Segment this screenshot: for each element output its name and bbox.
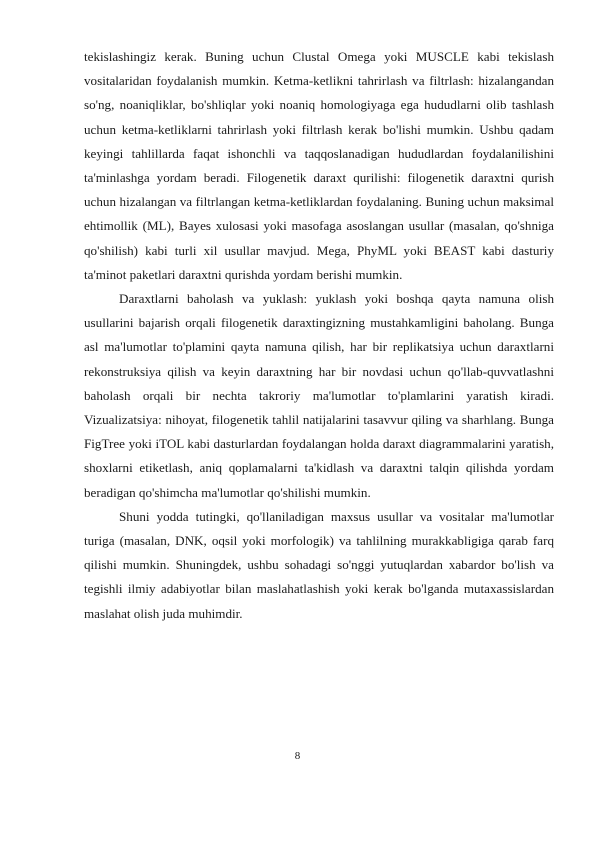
paragraph-2: Daraxtlarni baholash va yuklash: yuklash yoki boshqa qayta namuna olish usullarini bajarish orqali filogenetik daraxtingizning mustahkamligini baholang. Bunga asl ma'lumotlar to'plamini qayta namuna qilish, har bir replikatsiya uchun daraxtlarni rekonstruksiya qilish va keyin daraxtning har bir novdasi uchun qo'llab-quvvatlashni baholash orqali bir nechta takroriy ma'lumotlar to'plamlarini yaratish kiradi. Vizualizatsiya: nihoyat, filogenetik tahlil natijalarini tasavvur qiling va sharhlang. Bunga FigTree yoki iTOL kabi dasturlardan foydalangan holda daraxt diagrammalarini yaratish, shoxlarni etiketlash, aniq qoplamalarni ta'kidlash va daraxtni talqin qilishda yordam beradigan qo'shimcha ma'lumotlar qo'shilishi mumkin.	[84, 291, 554, 500]
paragraph-3: Shuni yodda tutingki, qo'llaniladigan maxsus usullar va vositalar ma'lumotlar turiga (masalan, DNK, oqsil yoki morfologik) va tahlilning murakkabligiga qarab farq qilishi mumkin. Shuningdek, ushbu sohadagi so'nggi yutuqlardan xabardor bo'lish va tegishli ilmiy adabiyotlar bilan maslahatlashish yoki kerak bo'lganda mutaxassislardan maslahat olish juda muhimdir.	[84, 508, 554, 621]
paragraph-1: tekislashingiz kerak. Buning uchun Clustal Omega yoki MUSCLE kabi tekislash vositalaridan foydalanish mumkin. Ketma-ketlikni tahrirlash va filtrlash: hizalangandan so'ng, noaniqliklar, bo'shliqlar yoki noaniq homologiyaga ega hududlarni olib tashlash uchun ketma-ketliklarni tahrirlash yoki filtrlash kerak bo'lishi mumkin. Ushbu qadam keyingi tahlillarda faqat ishonchli va taqqoslanadigan hududlardan foydalanilishini ta'minlashga yordam beradi. Filogenetik daraxt qurilishi: filogenetik daraxtni qurish uchun hizalangan va filtrlangan ketma-ketliklardan foydalaning. Buning uchun maksimal ehtimollik (ML), Bayes xulosasi yoki masofaga asoslangan usullar (masalan, qo'shniga qo'shilish) kabi turli xil usullar mavjud. Mega, PhyML yoki BEAST kabi dasturiy ta'minot paketlari daraxtni qurishda yordam berishi mumkin.	[84, 49, 554, 282]
body-text	[84, 45, 554, 626]
page-number: 8	[294, 750, 301, 762]
